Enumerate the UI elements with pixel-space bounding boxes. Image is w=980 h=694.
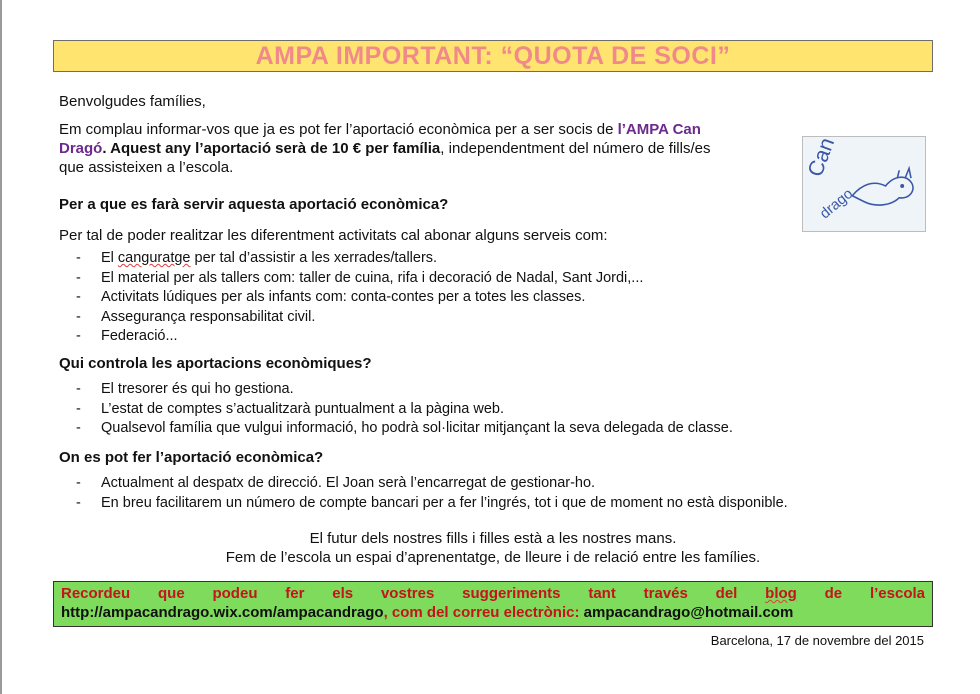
intro-text-2: , independentment del número de fills/es bbox=[440, 140, 711, 157]
list-item: - Actualment al despatx de direcció. El Joan serà l’encarregat de gestionar-ho. bbox=[76, 475, 596, 491]
section2-heading: Qui controla les aportacions econòmiques? bbox=[59, 355, 372, 372]
blog-url-link[interactable]: http://ampacandrago.wix.com/ampacandrago bbox=[61, 604, 384, 621]
list-item: - Activitats lúdiques per als infants com: conta-contes per a totes les classes. bbox=[76, 289, 586, 305]
fee-amount: l’aportació serà de 10 € per família bbox=[195, 140, 441, 157]
page-edge bbox=[0, 0, 2, 694]
intro-text-1: Em complau informar-vos que ja es pot fer l’aportació econòmica per a ser socis de bbox=[59, 121, 618, 138]
closing-line-2: Fem de l’escola un espai d’aprenentatge, de lleure i de relació entre les famílies. bbox=[225, 549, 761, 566]
blog-word: blog bbox=[765, 585, 797, 602]
control-list bbox=[76, 380, 733, 439]
section1-text: Per tal de poder realitzar les diferentment activitats cal abonar alguns serveis com: bbox=[59, 227, 608, 244]
email-label: , com del correu electrònic: bbox=[383, 604, 584, 621]
date-line: Barcelona, 17 de novembre del 2015 bbox=[710, 633, 924, 648]
list-item: - L’estat de comptes s’actualitzarà puntualment a la pàgina web. bbox=[76, 400, 505, 417]
ampa-name-1: l’AMPA Can bbox=[617, 121, 701, 138]
logo-drawing bbox=[803, 137, 925, 231]
logo-text-drago: drago bbox=[817, 185, 857, 223]
list-item: - En breu facilitarem un número de compte bancari per a fer l’ingrés, tot i que de moment no està disponible. bbox=[76, 494, 788, 511]
email-link[interactable]: ampacandrago@hotmail.com bbox=[583, 604, 794, 621]
intro-dot: . Aquest any bbox=[102, 140, 196, 157]
suggestions-box bbox=[53, 581, 933, 627]
list-item: - Assegurança responsabilitat civil. bbox=[76, 308, 316, 325]
ampa-logo bbox=[802, 136, 926, 232]
intro-line-2 bbox=[59, 139, 710, 158]
section3-heading: On es pot fer l’aportació econòmica? bbox=[59, 449, 324, 466]
section1-heading: Per a que es farà servir aquesta aportació econòmica? bbox=[59, 196, 449, 213]
suggestions-line-2 bbox=[61, 603, 925, 622]
intro-line-1 bbox=[59, 120, 701, 139]
page-title: AMPA IMPORTANT: “QUOTA DE SOCI” bbox=[255, 42, 731, 70]
list-item: - El tresorer és qui ho gestiona. bbox=[76, 381, 294, 397]
intro-line-3: que assisteixen a l’escola. bbox=[59, 159, 234, 176]
list-item: - El material per als tallers com: taller de cuina, rifa i decoració de Nadal, Sant Jordi,... bbox=[76, 269, 644, 286]
greeting: Benvolgudes famílies, bbox=[59, 93, 206, 110]
services-list bbox=[76, 249, 643, 347]
title-banner bbox=[53, 40, 933, 72]
ampa-name-2: Dragó bbox=[59, 140, 103, 157]
dragon-icon bbox=[852, 177, 913, 205]
dragon-eye-icon bbox=[900, 184, 904, 188]
underlined-word: canguratge bbox=[117, 250, 191, 266]
closing-line-1: El futur dels nostres fills i filles està a les nostres mans. bbox=[309, 530, 677, 547]
list-item: - Qualsevol família que vulgui informació, ho podrà sol·licitar mitjançant la seva delegada de classe. bbox=[76, 420, 733, 436]
list-item: - Federació... bbox=[76, 328, 178, 344]
list-item: - El canguratge per tal d’assistir a les xerrades/tallers. bbox=[76, 250, 438, 266]
logo-text-can: Can bbox=[803, 137, 840, 180]
suggestions-line-1: Recordeu que podeu fer els vostres suggeriments tant través del blog de l’escola bbox=[61, 585, 925, 602]
payment-list bbox=[76, 474, 788, 513]
